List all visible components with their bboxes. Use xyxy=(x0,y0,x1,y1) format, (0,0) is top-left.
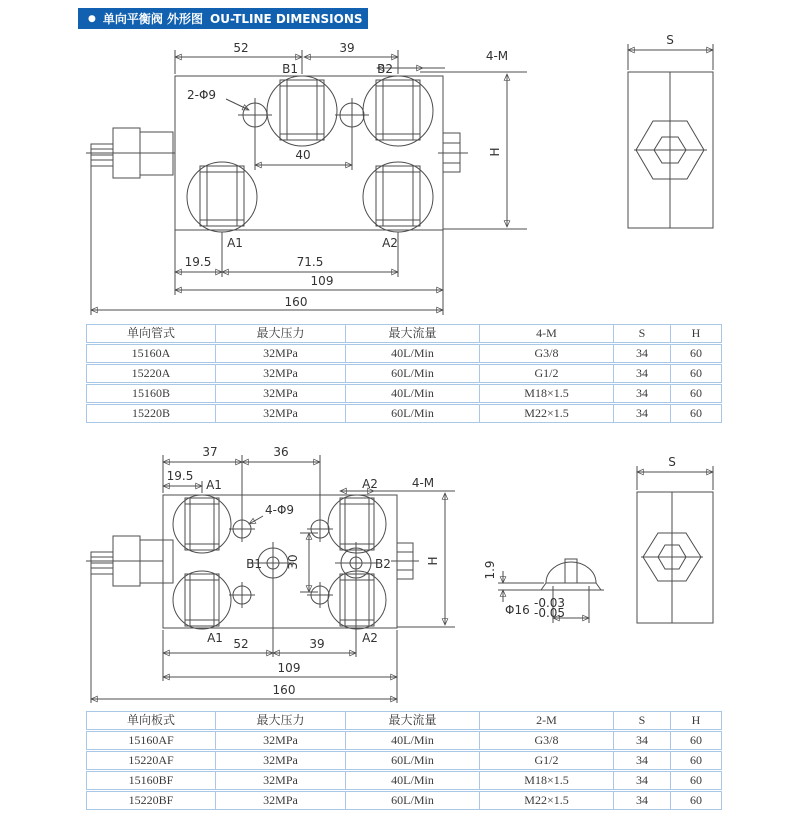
dim-s: S xyxy=(666,33,674,47)
dim-19-5: 19.5 xyxy=(184,255,212,269)
table-cell: 32MPa xyxy=(216,752,346,769)
table-cell: 60L/Min xyxy=(346,752,480,769)
bullet-icon: ● xyxy=(88,13,96,24)
table-cell: G3/8 xyxy=(480,345,614,362)
port-a1-bottom xyxy=(173,571,231,629)
dim-39: 39 xyxy=(309,637,325,651)
thread-callout-4m: 4-M xyxy=(485,49,509,63)
table-cell: 32MPa xyxy=(216,792,346,809)
port-label-b2: B2 xyxy=(375,557,391,571)
port-label-a2: A2 xyxy=(382,236,398,250)
dim-40: 40 xyxy=(295,148,311,162)
dim-37: 37 xyxy=(202,445,218,459)
thread-callout-4m: 4-M xyxy=(411,476,435,490)
column-header: 4-M xyxy=(480,325,614,342)
table-cell: 60 xyxy=(690,366,702,380)
table-cell: M18×1.5 xyxy=(480,385,614,402)
port-b1 xyxy=(267,76,337,146)
table-cell: 40L/Min xyxy=(346,345,480,362)
table-cell: M18×1.5 xyxy=(480,772,614,789)
outline-drawing-plate xyxy=(86,445,455,703)
table-cell: 34 xyxy=(614,752,671,769)
port-label-a1: A1 xyxy=(227,236,243,250)
mount-hole xyxy=(229,582,255,608)
dim-36: 36 xyxy=(273,445,289,459)
right-plug xyxy=(438,133,468,172)
dim-s: S xyxy=(668,455,676,469)
table-cell: G3/8 xyxy=(480,732,614,749)
dim-71-5: 71.5 xyxy=(296,255,324,269)
adjust-cartridge xyxy=(86,128,175,178)
dim-109: 109 xyxy=(310,274,334,288)
port-a2-top xyxy=(328,495,386,553)
table-cell: 32MPa xyxy=(216,772,346,789)
table-row xyxy=(86,791,722,810)
table-cell: 34 xyxy=(614,365,671,382)
table-cell: 15220BF xyxy=(87,792,216,809)
column-header: 2-M xyxy=(480,712,614,729)
dim-30: 30 xyxy=(286,554,300,570)
table-row xyxy=(86,364,722,383)
table-cell: 60 xyxy=(690,386,702,400)
dim-109: 109 xyxy=(277,661,301,675)
table-cell: 60L/Min xyxy=(346,365,480,382)
table-plate-type xyxy=(86,711,722,811)
side-view-pipe xyxy=(628,33,713,228)
dim-39: 39 xyxy=(339,41,355,55)
column-header: 最大流量 xyxy=(346,712,480,729)
port-label-a2-bottom: A2 xyxy=(362,631,378,645)
port-a2-bottom xyxy=(328,571,386,629)
dim-52: 52 xyxy=(233,41,249,55)
column-header: S xyxy=(614,712,671,729)
mount-hole xyxy=(307,582,333,608)
column-header: 最大流量 xyxy=(346,325,480,342)
table-cell: 32MPa xyxy=(216,732,346,749)
dim-1-9: 1.9 xyxy=(483,560,497,580)
table-cell: 15160AF xyxy=(87,732,216,749)
table-row xyxy=(86,771,722,790)
table-cell: 60 xyxy=(690,733,702,747)
table-cell: 60 xyxy=(690,753,702,767)
column-header: H xyxy=(691,713,701,727)
table-cell: 15220B xyxy=(87,405,216,422)
table-cell: G1/2 xyxy=(480,752,614,769)
hole-callout: 2-Φ9 xyxy=(187,88,217,102)
column-header: 最大压力 xyxy=(216,325,346,342)
mount-hole xyxy=(307,516,333,542)
adjust-cartridge xyxy=(86,536,173,586)
table-row xyxy=(86,384,722,403)
table-pipe-type xyxy=(86,324,722,424)
table-cell: 34 xyxy=(614,345,671,362)
table-cell: 34 xyxy=(614,792,671,809)
section-title-cn: 单向平衡阀 外形图 xyxy=(102,12,204,26)
table-cell: 40L/Min xyxy=(346,772,480,789)
table-header-row xyxy=(86,711,722,730)
side-view-plate xyxy=(637,455,713,623)
table-cell: 60L/Min xyxy=(346,405,480,422)
dim-160: 160 xyxy=(272,683,296,697)
mount-hole xyxy=(238,98,272,132)
hole-callout: 4-Φ9 xyxy=(265,503,295,517)
column-header: 单向板式 xyxy=(87,712,216,729)
port-label-a1-bottom: A1 xyxy=(207,631,223,645)
mount-hole xyxy=(229,516,255,542)
table-cell: 32MPa xyxy=(216,345,346,362)
table-row xyxy=(86,751,722,770)
table-cell: 40L/Min xyxy=(346,732,480,749)
table-cell: M22×1.5 xyxy=(480,405,614,422)
table-cell: 32MPa xyxy=(216,385,346,402)
port-a2 xyxy=(363,162,433,232)
table-cell: 60 xyxy=(690,773,702,787)
table-cell: 60 xyxy=(690,793,702,807)
table-cell: M22×1.5 xyxy=(480,792,614,809)
dim-52: 52 xyxy=(233,637,249,651)
table-cell: 34 xyxy=(614,772,671,789)
dim-19-5: 19.5 xyxy=(166,469,194,483)
column-header: S xyxy=(614,325,671,342)
port-a1 xyxy=(187,162,257,232)
table-cell: 15220A xyxy=(87,365,216,382)
table-cell: 32MPa xyxy=(216,365,346,382)
table-cell: 34 xyxy=(614,732,671,749)
table-cell: 15220AF xyxy=(87,752,216,769)
port-label-a2-top: A2 xyxy=(362,477,378,491)
table-cell: 34 xyxy=(614,405,671,422)
table-cell: 32MPa xyxy=(216,405,346,422)
dim-h: H xyxy=(488,147,502,157)
table-cell: 15160B xyxy=(87,385,216,402)
tolerance-lower: -0.05 xyxy=(534,606,566,620)
port-a1-top xyxy=(173,495,231,553)
port-label-b1: B1 xyxy=(246,557,262,571)
port-label-a1-top: A1 xyxy=(206,478,222,492)
table-cell: 60 xyxy=(690,406,702,420)
table-cell: 60 xyxy=(690,346,702,360)
column-header: 单向管式 xyxy=(87,325,216,342)
column-header: H xyxy=(691,326,701,340)
port-label-b1: B1 xyxy=(282,62,298,76)
column-header: 最大压力 xyxy=(216,712,346,729)
table-row xyxy=(86,344,722,363)
table-cell: 40L/Min xyxy=(346,385,480,402)
table-cell: 15160A xyxy=(87,345,216,362)
outline-drawing-pipe xyxy=(86,41,527,315)
poppet-detail xyxy=(483,559,604,623)
table-cell: G1/2 xyxy=(480,365,614,382)
dim-phi16: Φ16 xyxy=(505,603,530,617)
section-title-en: OU-TLINE DIMENSIONS xyxy=(210,11,363,26)
port-b2 xyxy=(363,76,433,146)
table-header-row xyxy=(86,324,722,343)
table-cell: 15160BF xyxy=(87,772,216,789)
table-row xyxy=(86,731,722,750)
table-row xyxy=(86,404,722,423)
table-cell: 34 xyxy=(614,385,671,402)
tolerance-upper: -0.03 xyxy=(534,596,566,610)
port-label-b2: B2 xyxy=(377,62,393,76)
dim-160: 160 xyxy=(284,295,308,309)
dim-h: H xyxy=(426,556,440,566)
right-plug xyxy=(391,543,419,579)
table-cell: 60L/Min xyxy=(346,792,480,809)
